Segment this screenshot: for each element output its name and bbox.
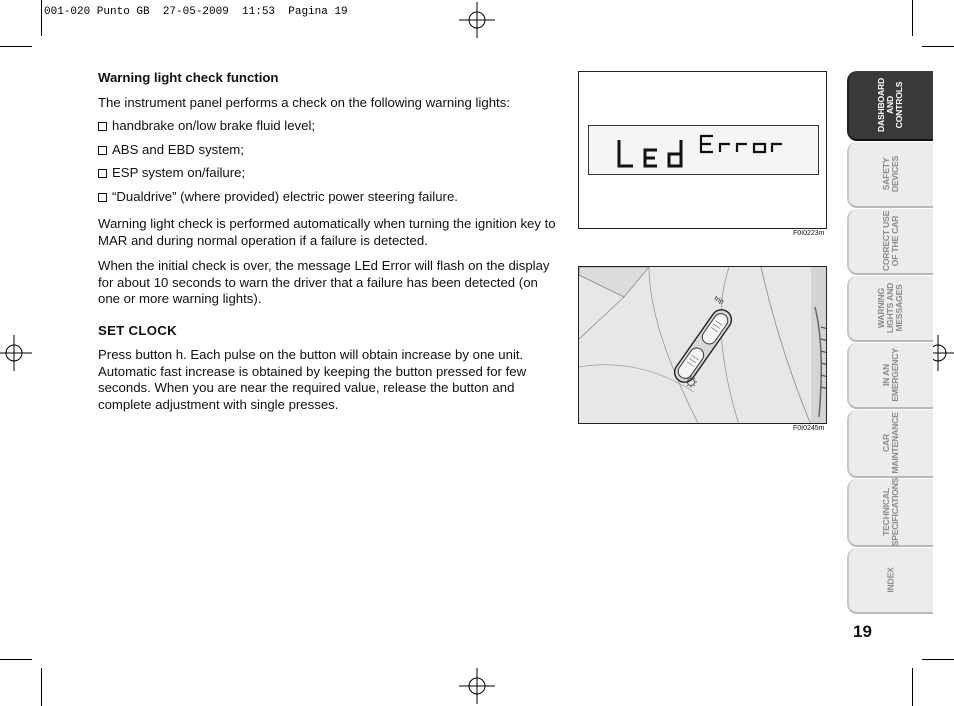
tab-label: DASHBOARD AND CONTROLS xyxy=(876,77,905,133)
warning-list-item-text: handbrake on/low brake fluid level; xyxy=(112,118,316,133)
tab-dashboard-and-controls[interactable] xyxy=(847,71,933,141)
tab-label: SAFETY DEVICES xyxy=(880,155,900,193)
tab-label: IN AN EMERGENCY xyxy=(880,348,900,402)
tab-label: INDEX xyxy=(885,567,896,593)
tab-safety-devices[interactable] xyxy=(847,142,933,208)
trip-label: trip xyxy=(712,295,725,306)
warning-check-heading: Warning light check function xyxy=(98,70,279,85)
warning-check-paragraph: Warning light check is performed automatically when turning the ignition key to MAR and during normal operation if a failure is detected. xyxy=(98,216,556,248)
registration-mark-bottom xyxy=(459,668,495,704)
tab-index[interactable] xyxy=(847,548,933,614)
warning-list-item xyxy=(98,142,560,159)
warning-list-item-text: ABS and EBD system; xyxy=(112,141,244,157)
crop-mark xyxy=(41,0,42,36)
crop-mark xyxy=(922,46,954,47)
warning-check-paragraph: When the initial check is over, the message LEd Error will flash on the display for about 10 seconds to warn the driver that a failure has been detected (on one or more warning lights). xyxy=(98,258,550,306)
tab-label: CORRECT USE OF THE CAR xyxy=(880,210,900,272)
registration-mark-left xyxy=(0,335,32,371)
tab-label: TECHNICAL SPECIFICATIONS xyxy=(880,477,900,547)
crop-mark xyxy=(922,659,954,660)
crop-mark xyxy=(912,668,913,706)
figure-trip-button xyxy=(578,266,827,424)
set-clock-paragraph: Press button h. Each pulse on the button will obtain increase by one unit. Automatic fast increase is obtained by keeping the button pressed for few seconds. When you are near the required value, release the button and complete adjustment with single presses. xyxy=(98,347,527,412)
warning-list-item-text: ESP system on/failure; xyxy=(112,165,246,180)
warning-list-item xyxy=(98,165,560,182)
tab-technical-specifications[interactable] xyxy=(847,479,933,547)
warning-check-intro: The instrument panel performs a check on the following warning lights: xyxy=(98,94,510,110)
tab-label: WARNING LIGHTS AND MESSAGES xyxy=(876,282,905,334)
crop-mark xyxy=(41,668,42,706)
crop-mark xyxy=(912,0,913,36)
dashboard-illustration xyxy=(579,267,827,424)
checkbox-bullet-icon xyxy=(98,169,107,178)
display-panel xyxy=(588,125,819,175)
warning-list-item xyxy=(98,189,560,206)
warning-list-item-text: “Dualdrive” (where provided) electric power steering failure. xyxy=(112,188,458,204)
tab-in-an-emergency[interactable] xyxy=(847,343,933,409)
figure-code: F0I0245m xyxy=(793,425,825,432)
warning-list-item xyxy=(98,118,560,135)
tab-label: CAR MAINTENANCE xyxy=(880,412,900,474)
registration-mark-top xyxy=(459,2,495,38)
set-clock-heading: SET CLOCK xyxy=(98,322,177,338)
checkbox-bullet-icon xyxy=(98,193,107,202)
checkbox-bullet-icon xyxy=(98,122,107,131)
main-text-column xyxy=(98,70,560,420)
tab-car-maintenance[interactable] xyxy=(847,410,933,478)
tab-correct-use-of-the-car[interactable] xyxy=(847,209,933,275)
tab-warning-lights-and-messages[interactable] xyxy=(847,276,933,342)
figure-led-error-display xyxy=(578,71,827,229)
page-number: 19 xyxy=(853,622,872,641)
checkbox-bullet-icon xyxy=(98,146,107,155)
crop-mark xyxy=(0,46,32,47)
print-slug: 001-020 Punto GB 27-05-2009 11:53 Pagina 19 xyxy=(44,6,348,18)
display-segment-text xyxy=(589,126,818,174)
figure-code: F0I0223m xyxy=(793,230,825,237)
crop-mark xyxy=(0,659,32,660)
